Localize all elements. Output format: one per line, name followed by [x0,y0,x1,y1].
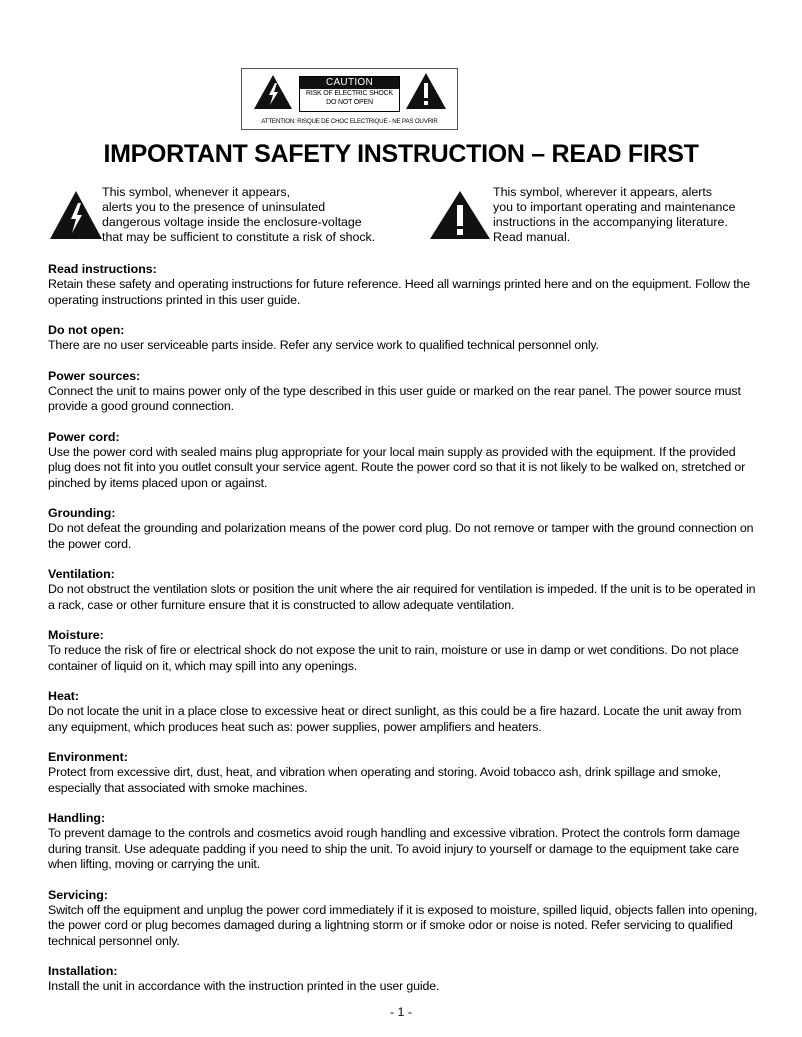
section-heading: Handling: [48,811,106,825]
section-heading: Servicing: [48,887,108,902]
caution-risk-line-2: DO NOT OPEN [326,99,373,106]
caution-attention-text: ATTENTION: RISQUE DE CHOC ELECTRIQUE - NE PAS OUVRIR [261,118,438,125]
section-heat [48,689,758,735]
section-power-cord [48,430,758,492]
section-environment [48,750,758,796]
section-heading: Power sources: [48,368,141,383]
exclamation-warning-icon [430,191,490,239]
section-heading: Ventilation: [48,567,115,581]
section-heading: Read instructions: [48,262,157,276]
symbol-line: dangerous voltage inside the enclosure-voltage [102,215,362,229]
section-body: Install the unit in accordance with the instruction printed in the user guide. [48,979,440,993]
page-number: - 1 - [389,1005,413,1019]
caution-label [241,68,458,130]
section-heading: Do not open: [48,323,125,337]
symbol-line: alerts you to the presence of uninsulated [102,200,326,214]
symbol-line: Read manual. [493,230,571,244]
exclamation-warning-icon [406,73,446,109]
section-body: To prevent damage to the controls and cosmetics avoid rough handling and excessive vibration. Protect the controls form damage during transit. Use adequate padding if you need to ship the unit. To avoid injury to yourself or damage to the equipment take care when lifting, moving or carrying the unit. [48,826,740,871]
section-do-not-open [48,323,758,354]
section-body: Do not locate the unit in a place close to excessive heat or direct sunlight, as this could be a fire hazard. Locate the unit away from any equipment, which produces heat such as: power supplies, power amplifiers and heaters. [48,704,742,734]
section-heading: Environment: [48,750,128,764]
symbol-text-shock [102,185,375,245]
section-heading: Heat: [48,689,79,703]
caution-center-panel [299,76,400,112]
section-servicing [48,888,758,950]
section-body: There are no user serviceable parts inside. Refer any service work to qualified technical personnel only. [48,338,599,352]
section-body: To reduce the risk of fire or electrical shock do not expose the unit to rain, moisture or use in damp or wet conditions. Do not place container of liquid on it, which may spill into any openings. [48,643,739,673]
symbol-line: This symbol, whenever it appears, [102,185,291,199]
symbol-line: This symbol, wherever it appears, alerts [493,185,712,199]
section-moisture [48,628,758,674]
section-read-instructions [48,262,758,308]
section-installation [48,964,758,995]
page-title: IMPORTANT SAFETY INSTRUCTION – READ FIRST [103,140,699,168]
section-grounding [48,506,758,552]
section-power-sources [48,369,758,415]
section-body: Do not obstruct the ventilation slots or position the unit where the air required for ventilation is impeded. If the unit is to be operated in a rack, case or other furniture ensure that it is constructed to allow adequate ventilation. [48,582,756,612]
section-body: Connect the unit to mains power only of the type described in this user guide or marked on the rear panel. The power source must provide a good ground connection. [48,383,741,413]
section-heading: Installation: [48,964,118,978]
symbol-text-manual [493,185,735,245]
lightning-warning-icon [254,75,292,109]
section-body: Retain these safety and operating instructions for future reference. Heed all warnings printed here and on the equipment. Follow the operating instructions printed in this user guide. [48,277,751,307]
section-heading: Grounding: [48,506,116,520]
section-body: Protect from excessive dirt, dust, heat, and vibration when operating and storing. Avoid tobacco ash, drink spillage and smoke, especially that associated with smoke machines. [48,765,721,795]
section-heading: Power cord: [48,429,120,444]
section-body: Switch off the equipment and unplug the power cord immediately if it is exposed to moisture, spilled liquid, objects fallen into opening, the power cord or plug becomes damaged during a lightning storm or if smoke odor or noise is noted. Refer servicing to qualified technical personnel only. [48,902,758,948]
section-body: Use the power cord with sealed mains plug appropriate for your local main supply as provided with the equipment. If the provided plug does not fit into you outlet consult your service agent. Route the power cord so that it is not likely to be walked on, stretched or pinched by items placed upon or against. [48,444,746,490]
section-heading: Moisture: [48,628,104,642]
symbol-line: instructions in the accompanying literature. [493,215,728,229]
caution-title: CAUTION [300,77,399,89]
symbol-line: you to important operating and maintenance [493,200,736,214]
caution-risk-line-1: RISK OF ELECTRIC SHOCK [305,90,393,97]
section-ventilation [48,567,758,613]
section-body: Do not defeat the grounding and polarization means of the power cord plug. Do not remove or tamper with the ground connection on the power cord. [48,521,754,551]
safety-sections [48,262,758,1010]
lightning-warning-icon [50,191,102,239]
section-handling [48,811,758,873]
symbol-line: that may be sufficient to constitute a risk of shock. [102,230,376,244]
